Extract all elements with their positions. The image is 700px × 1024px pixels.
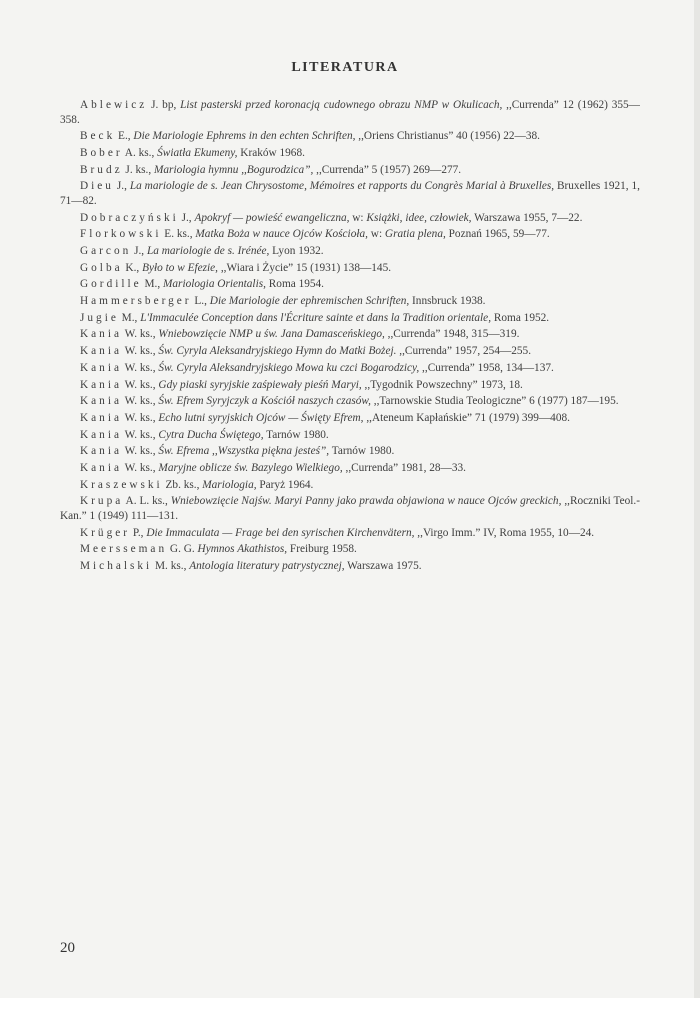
entry-author: Kania [80,328,122,341]
bottom-margin [0,998,700,1024]
entry-author: Kania [80,361,122,374]
entry-author: Hammersberger [80,295,192,308]
bibliography-entry [60,444,640,459]
entry-publication: ,,Tarnowskie Studia Teologiczne” 6 (1977) 187—195. [370,395,619,408]
entry-publication: Bruxelles 1921, 1, 71—82. [60,180,640,207]
entry-author: Jugie [80,311,119,324]
entry-initials: W. ks., [121,378,159,391]
bibliography-entry [60,163,640,178]
entry-author: Meersseman [80,543,168,556]
entry-title: Światła Ekumeny, [157,146,238,159]
entry-publication: ,,Roczniki Teol.-Kan.” 1 (1949) 111—131. [60,495,640,522]
entry-initials: M. ks., [152,559,190,572]
entry-initials: W. ks., [121,428,159,441]
entry-author: Brudz [80,163,123,176]
entry-initials: M., [141,278,163,291]
entry-initials: W. ks., [121,411,159,424]
entry-initials: E. ks., [161,228,196,241]
entry-title: List pasterski przed koronacją cudownego obrazu NMP w Okulicach, [180,99,503,111]
entry-title: Die Immaculata — Frage bei den syrischen Kirchenvätern, [146,526,415,539]
entry-title: Wniebowzięcie NMP u św. Jana Damasceńskiego, [158,328,385,341]
entry-initials: A. ks., [122,146,158,159]
entry-author: Kania [80,445,122,458]
entry-title: Św. Efrema ,,Wszystka piękna jesteś”, [158,445,330,458]
entry-author: Ablewicz [80,99,148,111]
bibliography-entry [60,129,640,144]
entry-title: Matka Boża w nauce Ojców Kościoła, [195,228,368,241]
bibliography-entry [60,311,640,326]
entry-initials: J., [178,211,195,224]
entry-initials: P., [130,526,147,539]
bibliography-entry [60,211,640,226]
entry-title: Wniebowzięcie Najśw. Maryi Panny jako prawda objawiona w nauce Ojców greckich, [170,495,562,508]
entry-title: La mariologie de s. Irénée, [146,245,270,257]
entry-publication: Tarnów 1980. [329,445,395,458]
entry-publication: ,,Oriens Christianus” 40 (1956) 22—38. [355,130,540,143]
entry-publication: Kraków 1968. [237,146,305,159]
entry-initials: J. ks., [122,163,154,176]
entry-initials: J., [113,180,130,193]
bibliography-entry [60,294,640,309]
bibliography-entry [60,559,640,574]
bibliography-entry [60,411,640,426]
entry-title: Hymnos Akathistos, [197,543,288,556]
entry-title: L'Immaculée Conception dans l'Écriture sainte et dans la Tradition orientale, [140,311,492,324]
bibliography-entry [60,526,640,541]
entry-publication: Lyon 1932. [269,245,324,257]
entry-title: Św. Cyryla Aleksandryjskiego Mowa ku czci Bogarodzicy, [158,361,420,374]
entry-title: Św. Cyryla Aleksandryjskiego Hymn do Matki Bożej. [158,345,397,358]
entry-author: Dobraczyński [80,211,179,224]
bibliography-entry [60,344,640,359]
bibliography-entry [60,378,640,393]
entry-publication: Freiburg 1958. [287,543,357,556]
entry-initials: W. ks., [121,461,159,474]
entry-title: Św. Efrem Syryjczyk a Kościół naszych czasów, [158,395,371,408]
entry-title: Die Mariologie Ephrems in den echten Schriften, [133,130,356,143]
entry-title: Cytra Ducha Świętego, [158,428,264,441]
bibliography-entry [60,461,640,476]
entry-author: Beck [80,130,116,143]
entry-initials: A. L. ks., [123,495,171,508]
entry-initials: E., [115,130,134,143]
entry-initials: J. bp, [147,99,181,111]
entry-author: Golba [80,261,123,274]
entry-publication: ,,Currenda” 1958, 134—137. [419,361,554,374]
entry-publication: Poznań 1965, 59—77. [445,228,550,241]
entry-title: La mariologie de s. Jean Chrysostome, Mémoires et rapports du Congrès Marial à Bruxelles, [129,180,555,193]
entry-publication: ,,Tygodnik Powszechny” 1973, 18. [361,378,523,391]
bibliography-entry [60,361,640,376]
entry-publication: Tarnów 1980. [263,428,329,441]
entry-author: Kania [80,411,122,424]
entry-initials: Zb. ks., [162,478,203,491]
entry-initials: W. ks., [121,328,159,341]
entry-title: Echo lutni syryjskich Ojców — Święty Efrem, [158,411,364,424]
entry-publication: Innsbruck 1938. [409,295,486,308]
entry-initials: M., [118,311,141,324]
entry-publication: Warszawa 1975. [344,559,422,572]
entry-title: Antologia literatury patrystycznej, [189,559,345,572]
entry-author: Krüger [80,526,130,539]
entry-publication: Roma 1952. [491,311,550,324]
entry-initials: W. ks., [121,361,159,374]
entry-title: Gdy piaski syryjskie zaśpiewały pieśń Maryi, [158,378,362,391]
entry-initials: J., [131,245,147,257]
entry-publication: Warszawa 1955, 7—22. [471,211,583,224]
entry-initials: W. ks., [121,445,159,458]
bibliography-entry [60,98,640,127]
entry-author: Kraszewski [80,478,163,491]
entry-author: Michalski [80,559,153,572]
entry-title: Die Mariologie der ephremischen Schriften, [209,295,410,308]
bibliography-entry [60,327,640,342]
bibliography-entry [60,494,640,523]
entry-initials: L., [191,295,210,308]
entry-title: Mariologia Orientalis, [163,278,266,291]
bibliography-entry [60,179,640,208]
entry-publication: ,,Currenda” 1957, 254—255. [396,345,532,358]
entry-author: Bober [80,146,123,159]
entry-publication: Roma 1954. [265,278,324,291]
entry-publication: ,,Currenda” 1981, 28—33. [342,461,466,474]
entry-author: Kania [80,461,122,474]
entry-author: Kania [80,428,122,441]
entry-author: Kania [80,345,122,358]
entry-title: Było to w Efezie, [142,261,219,274]
bibliography-entry [60,428,640,443]
bibliography-entry [60,478,640,493]
entry-title: Maryjne oblicze św. Bazylego Wielkiego, [158,461,343,474]
entry-author: Dieu [80,180,114,193]
entry-title: Mariologia hymnu ,,Bogurodzica”, [154,163,314,176]
entry-author: Florkowski [80,228,162,241]
entry-title: Książki, idee, człowiek, [366,211,472,224]
entry-initials: K., [122,261,143,274]
bibliography-list [60,98,640,576]
entry-publication: w: [349,211,367,224]
entry-author: Kania [80,395,122,408]
bibliography-entry [60,227,640,242]
entry-publication: ,,Virgo Imm.” IV, Roma 1955, 10—24. [414,526,595,539]
bibliography-entry [60,261,640,276]
entry-initials: G. G. [167,543,198,556]
entry-author: Kania [80,378,122,391]
page-edge [694,0,700,1024]
entry-initials: W. ks., [121,345,159,358]
page-title: LITERATURA [291,60,399,75]
entry-publication: ,,Ateneum Kapłańskie” 71 (1979) 399—408. [363,411,570,424]
entry-publication: ,,Currenda” 1948, 315—319. [384,328,520,341]
entry-publication: ,,Wiara i Życie” 15 (1931) 138—145. [218,261,392,274]
bibliography-entry [60,146,640,161]
bibliography-entry [60,542,640,557]
page-number: 20 [60,940,75,956]
entry-title: Apokryf — powieść ewangeliczna, [194,211,350,224]
entry-title: Gratia plena, [384,228,446,241]
entry-author: Krupa [80,495,124,508]
entry-publication: Paryż 1964. [256,478,314,491]
entry-author: Gordille [80,278,142,291]
bibliography-entry [60,394,640,409]
entry-publication: ,,Currenda” 5 (1957) 269—277. [313,163,462,176]
bibliography-entry [60,277,640,292]
entry-title: Mariologia, [202,478,257,491]
entry-initials: W. ks., [121,395,159,408]
entry-author: Garcon [80,245,132,257]
bibliography-entry [60,244,640,259]
entry-publication: w: [367,228,385,241]
entry-publication: ,,Currenda” 12 (1962) 355—358. [60,99,640,126]
